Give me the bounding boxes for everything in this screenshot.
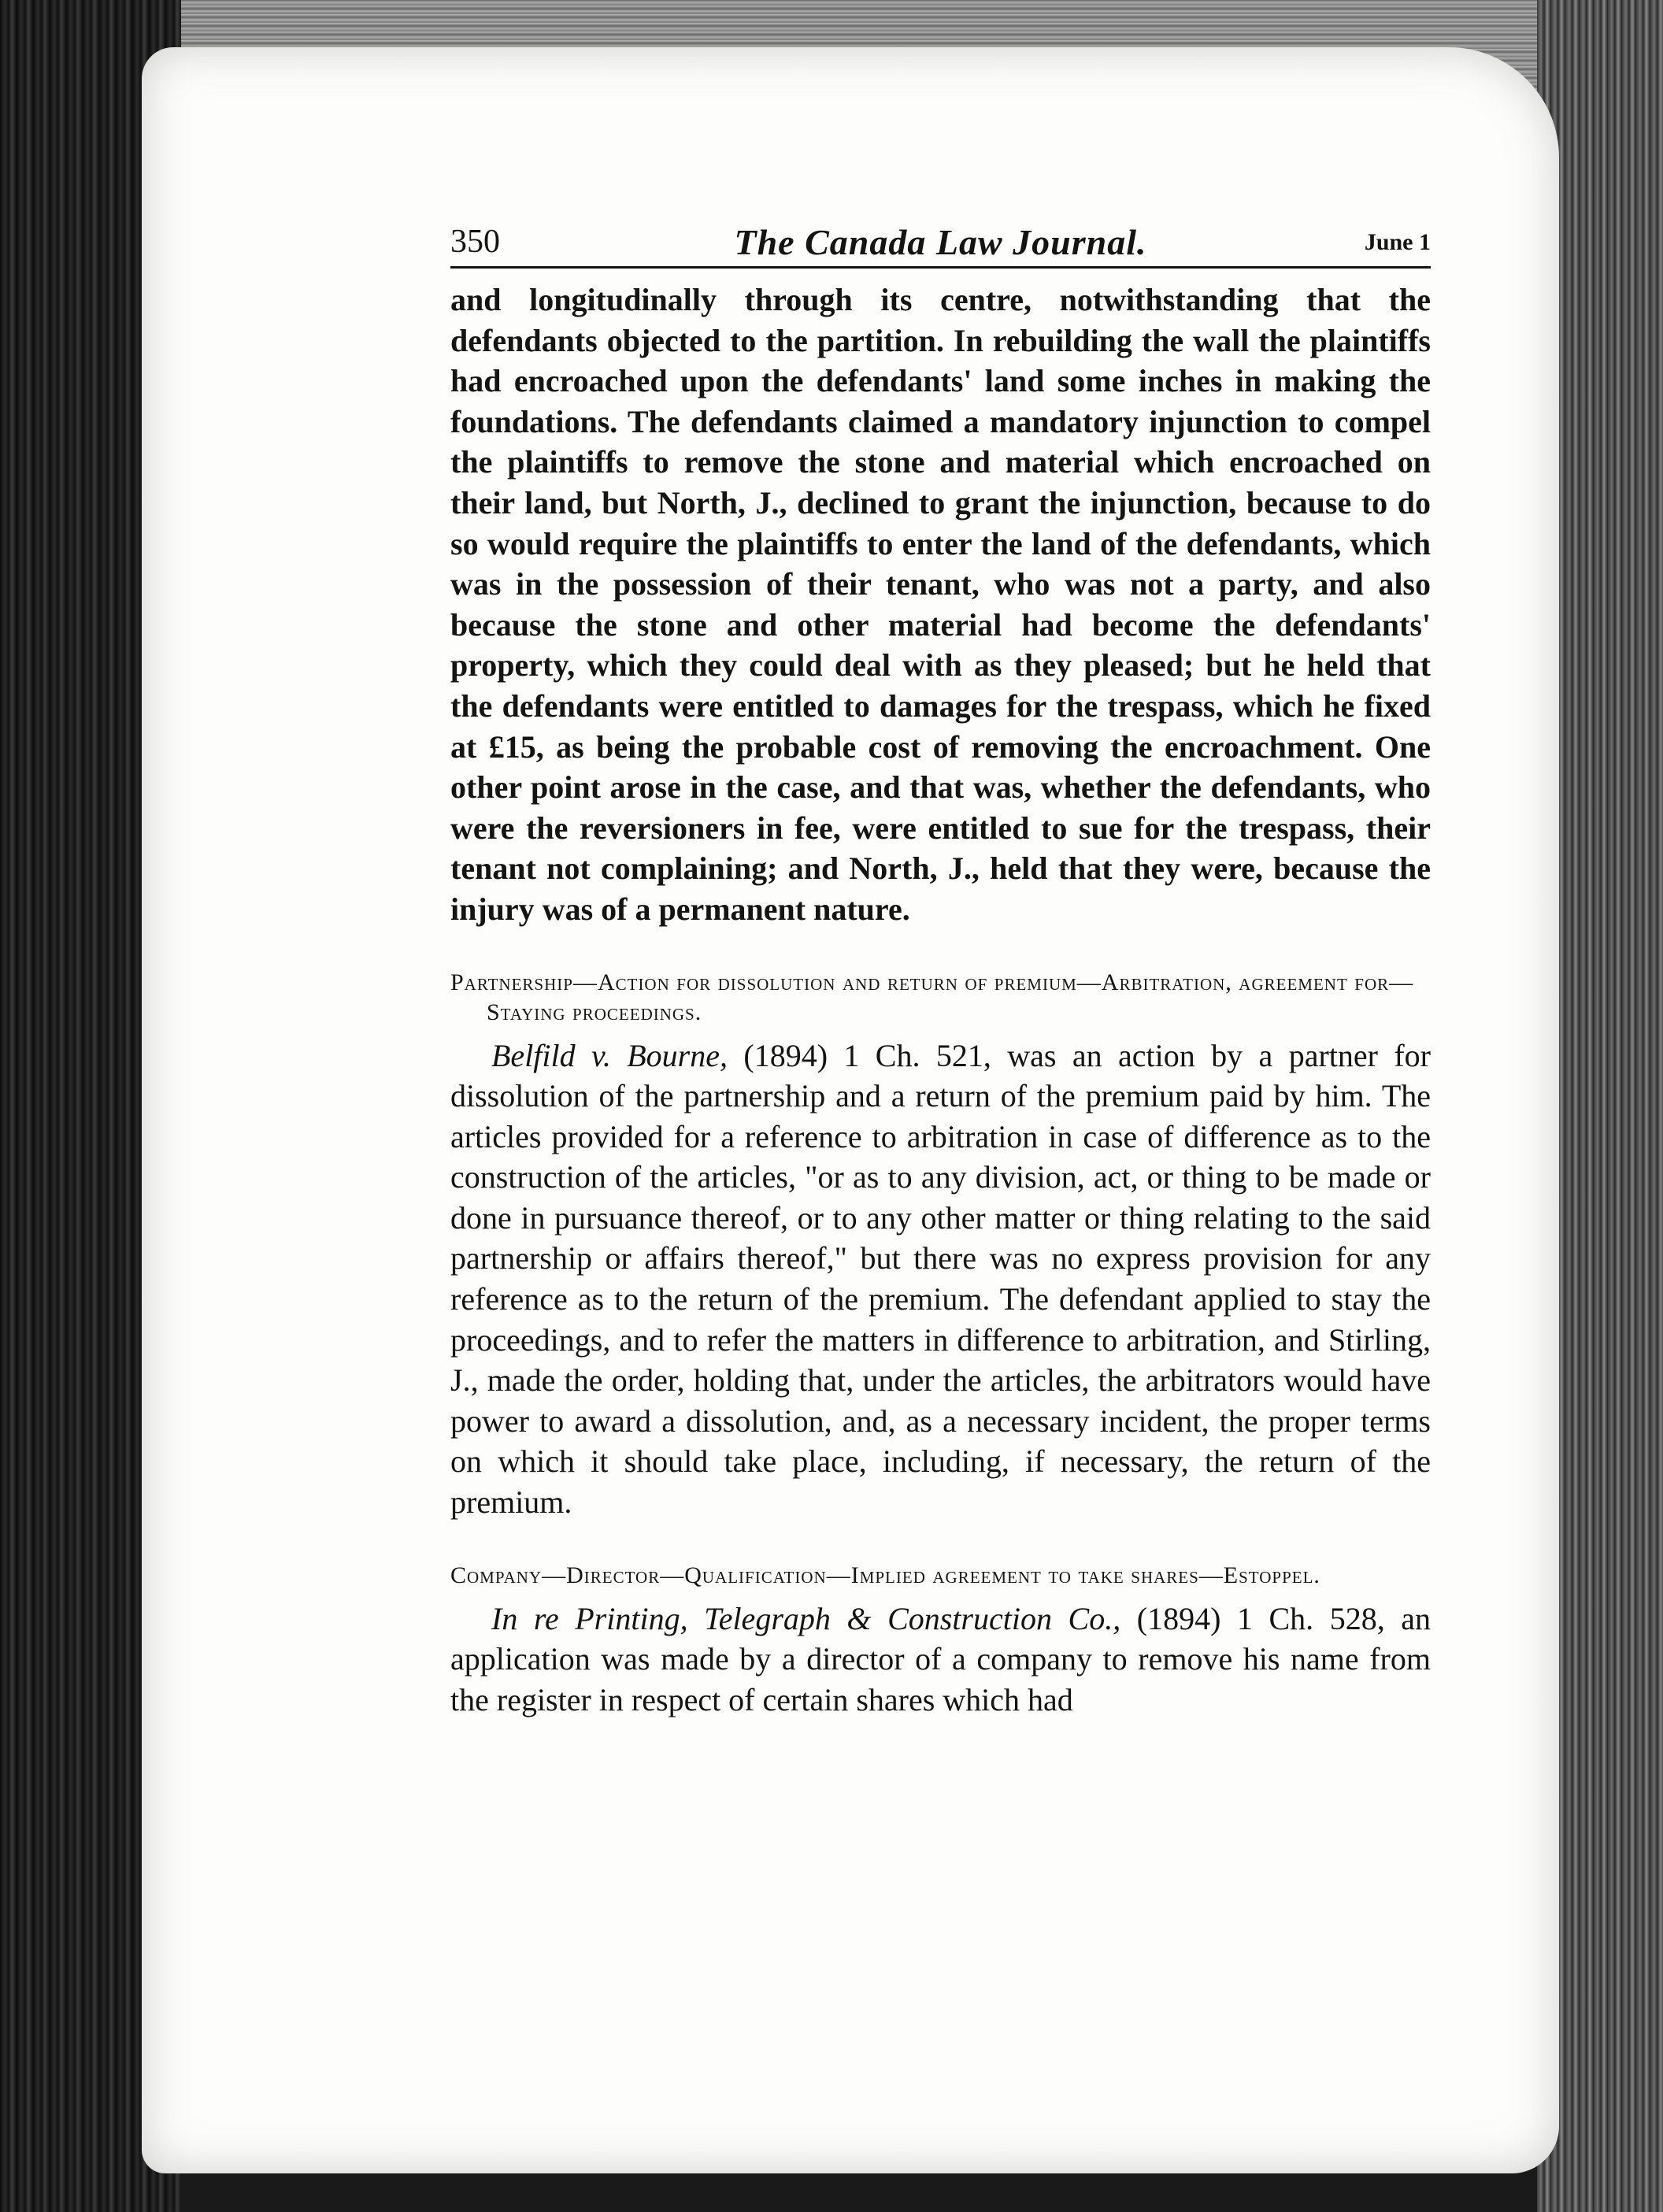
section-heading-partnership: Partnership—Action for dissolution and return of premium—Arbitration, agreement for—Staying proceedings. [450, 969, 1414, 1025]
paragraph-partnership [450, 1036, 1431, 1523]
section-heading-company: Company—Director—Qualification—Implied agreement to take shares—Estoppel. [450, 1562, 1320, 1588]
case-name: Belfild v. Bourne, [491, 1037, 728, 1073]
journal-title: The Canada Law Journal. [734, 222, 1147, 263]
paragraph-continuation: and longitudinally through its centre, notwithstanding that the defendants objected to the partition. In rebuilding the wall the plaintiffs had encroached upon the defendants' land some inches in making the foundations. The defendants claimed a mandatory injunction to compel the plaintiffs to remove the stone and material which encroached on their land, but North, J., declined to grant the injunction, because to do so would require the plaintiffs to enter the land of the defendants, which was in the possession of their tenant, who was not a party, and also because the stone and other material had become the defendants' property, which they could deal with as they pleased; but he held that the defendants were entitled to damages for the trespass, which he fixed at £15, as being the probable cost of removing the encroachment. One other point arose in the case, and that was, whether the defendants, who were the reversioners in fee, were entitled to sue for the trespass, their tenant not complaining; and North, J., held that they were, because the injury was of a permanent nature. [450, 282, 1431, 927]
journal-page [450, 220, 1431, 1953]
paragraph-text: (1894) 1 Ch. 528, an application was made by a director of a company to remove his name from the register in respect of certain shares which had [450, 1600, 1431, 1717]
case-name: In re Printing, Telegraph & Construction Co., [491, 1600, 1121, 1636]
page-header [450, 220, 1431, 269]
page-number: 350 [450, 224, 500, 261]
issue-date: June 1 [1364, 229, 1431, 256]
paragraph-text: (1894) 1 Ch. 521, was an action by a partner for dissolution of the partnership and a return of the premium paid by him. The articles provided for a reference to arbitration in case of difference as to the construction of the articles, "or as to any division, act, or thing to be made or done in pursuance thereof, or to any other matter or thing relating to the said partnership or affairs thereof," but there was no express provision for any reference as to the return of the premium. The defendant applied to stay the proceedings, and to refer the matters in difference to arbitration, and Stirling, J., made the order, holding that, under the articles, the arbitrators would have power to award a dissolution, and, as a necessary incident, the proper terms on which it should take place, including, if necessary, the return of the premium. [450, 1037, 1432, 1521]
paragraph-company [450, 1599, 1431, 1721]
